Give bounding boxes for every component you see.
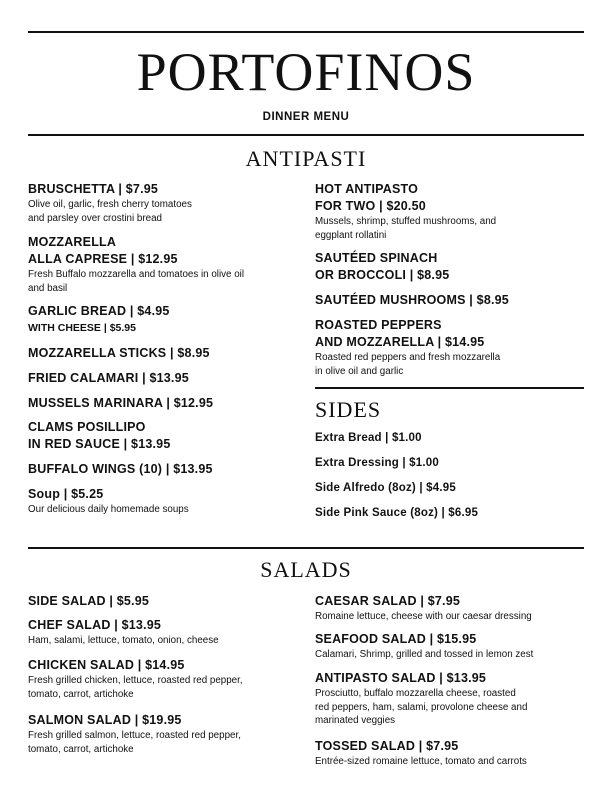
item-desc: Olive oil, garlic, fresh cherry tomatoes [28,199,192,210]
item-desc: Fresh grilled chicken, lettuce, roasted red pepper, [28,675,243,686]
item-name: SEAFOOD SALAD | $15.95 [315,632,477,646]
item-desc: Romaine lettuce, cheese with our caesar dressing [315,611,532,622]
side-item-extra-dressing [315,455,585,472]
item-name: BRUSCHETTA | $7.95 [28,182,159,196]
item-name: IN RED SAUCE | $13.95 [28,437,171,451]
item-name: CLAMS POSILLIPO [28,420,146,434]
menu-item-bruschetta [28,181,298,225]
menu-item-fried-calamari [28,370,298,387]
item-name: ALLA CAPRESE | $12.95 [28,252,178,266]
item-desc: in olive oil and garlic [315,365,404,377]
item-name: TOSSED SALAD | $7.95 [315,739,459,753]
salad-item-side-salad [28,593,298,610]
item-variant: WITH CHEESE | $5.95 [28,322,136,334]
item-desc: Calamari, Shrimp, grilled and tossed in lemon zest [315,649,534,660]
item-desc: Fresh Buffalo mozzarella and tomatoes in olive oil [28,269,245,280]
item-name: OR BROCCOLI | $8.95 [315,268,450,282]
menu-item-roasted-peppers [315,317,585,378]
item-name: CHICKEN SALAD | $14.95 [28,658,185,672]
side-item-side-alfredo [315,480,585,497]
item-name: ANTIPASTO SALAD | $13.95 [315,671,487,685]
item-name: SIDE SALAD | $5.95 [28,594,150,608]
menu-item-soup [28,486,298,517]
side-item-extra-bread [315,430,585,447]
top-rule [28,31,584,33]
item-name: ROASTED PEPPERS [315,318,442,332]
item-name: SAUTÉED MUSHROOMS | $8.95 [315,293,509,307]
item-desc: and basil [28,282,68,294]
item-name: Extra Dressing | $1.00 [315,457,439,469]
item-desc: Fresh grilled salmon, lettuce, roasted red pepper, [28,730,241,741]
menu-item-mussels-marinara [28,395,298,412]
item-name: SAUTÉED SPINACH [315,251,438,265]
salads-heading: SALADS [260,557,352,582]
item-name: MUSSELS MARINARA | $12.95 [28,396,214,410]
item-desc: marinated veggies [315,715,396,726]
salad-item-chicken-salad [28,657,298,701]
side-item-side-pink-sauce [315,505,585,522]
item-desc: Roasted red peppers and fresh mozzarella [315,352,501,363]
item-name: FOR TWO | $20.50 [315,199,426,213]
item-name: GARLIC BREAD | $4.95 [28,304,170,318]
item-desc: Mussels, shrimp, stuffed mushrooms, and [315,216,497,227]
menu-subtitle: DINNER MENU [262,111,350,123]
item-desc: Our delicious daily homemade soups [28,504,189,515]
item-desc: eggplant rollatini [315,229,387,241]
item-name: BUFFALO WINGS (10) | $13.95 [28,462,213,476]
menu-item-clams-posillipo [28,419,298,453]
item-name: FRIED CALAMARI | $13.95 [28,371,189,385]
salad-item-seafood-salad [315,631,585,662]
menu-item-mozzarella-sticks [28,345,298,362]
item-desc: tomato, carrot, artichoke [28,688,134,700]
item-name: Extra Bread | $1.00 [315,432,422,444]
item-name: MOZZARELLA [28,235,117,249]
item-name: SALMON SALAD | $19.95 [28,713,182,727]
item-desc: Ham, salami, lettuce, tomato, onion, cheese [28,635,219,646]
header-rule [28,134,584,136]
item-desc: and parsley over crostini bread [28,212,162,224]
item-name: Soup | $5.25 [28,487,104,501]
menu-item-garlic-bread [28,303,298,336]
menu-item-mozzarella-caprese [28,234,298,295]
salad-item-salmon-salad [28,712,298,756]
item-name: HOT ANTIPASTO [315,182,419,196]
item-desc: Prosciutto, buffalo mozzarella cheese, roasted [315,688,516,699]
salad-item-tossed-salad [315,738,585,769]
antipasti-heading: ANTIPASTI [245,146,367,171]
menu-item-hot-antipasto [315,181,585,242]
salad-item-chef-salad [28,617,298,648]
restaurant-title: PORTOFINOS [136,42,476,102]
salads-rule [28,547,584,549]
item-name: CAESAR SALAD | $7.95 [315,594,461,608]
salad-item-caesar-salad [315,593,585,624]
salad-item-antipasto-salad [315,670,585,728]
item-name: CHEF SALAD | $13.95 [28,618,162,632]
sides-heading: SIDES [315,397,382,422]
item-desc: tomato, carrot, artichoke [28,743,134,755]
item-name: Side Pink Sauce (8oz) | $6.95 [315,507,479,519]
item-name: MOZZARELLA STICKS | $8.95 [28,346,210,360]
sides-rule [315,387,584,389]
menu-item-sauteed-mushrooms [315,292,585,309]
item-name: Side Alfredo (8oz) | $4.95 [315,482,456,494]
item-desc: red peppers, ham, salami, provolone cheese and [315,701,528,713]
item-desc: Entrée-sized romaine lettuce, tomato and carrots [315,756,527,767]
menu-item-buffalo-wings [28,461,298,478]
item-name: AND MOZZARELLA | $14.95 [315,335,485,349]
menu-item-sauteed-spinach [315,250,585,284]
